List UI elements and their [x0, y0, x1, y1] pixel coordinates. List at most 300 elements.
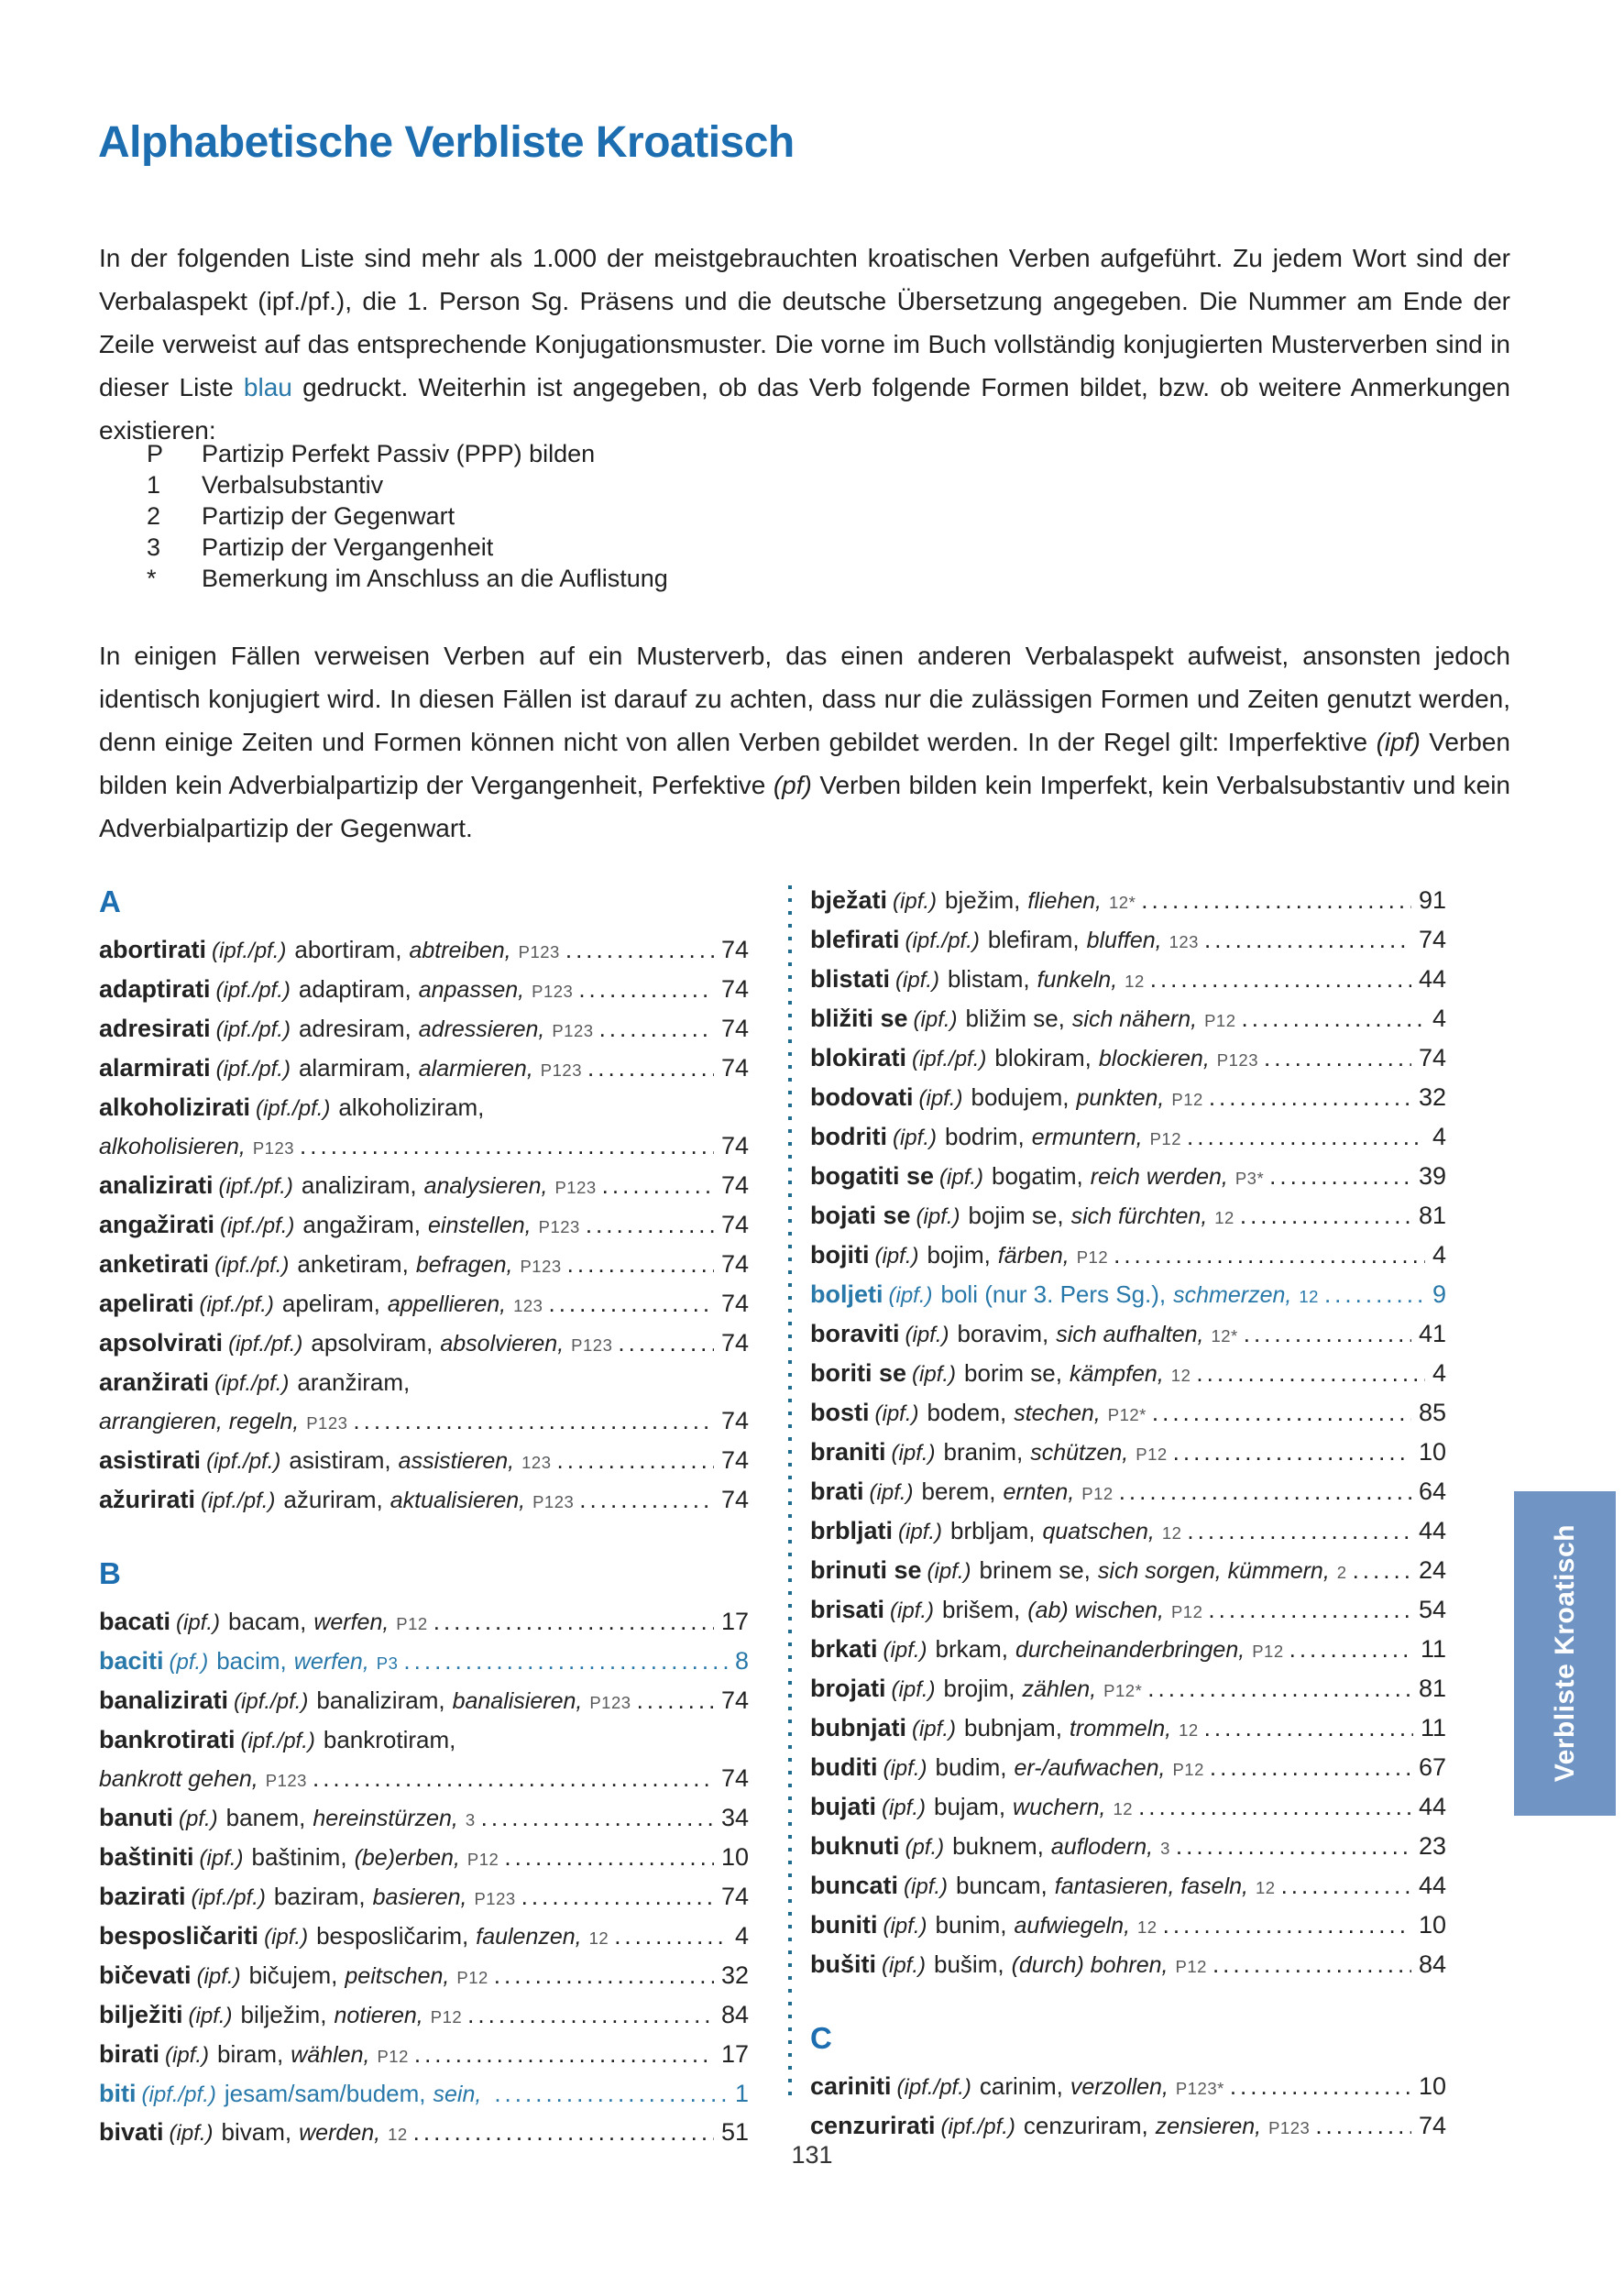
translation: färben, — [997, 1243, 1070, 1269]
present-form: asistiram, — [289, 1446, 391, 1474]
entry-text — [810, 1158, 1264, 1197]
page-ref: 74 — [720, 1486, 749, 1513]
entry-text — [99, 1324, 612, 1364]
aspect: (ipf.) — [883, 1756, 927, 1781]
verb-entry — [99, 1760, 749, 1799]
present-form: biram, — [217, 2040, 284, 2068]
aspect: (ipf.) — [911, 1717, 956, 1741]
entry-text — [99, 1010, 594, 1049]
translation: adressieren, — [418, 1016, 545, 1042]
aspect: (ipf.) — [165, 2043, 210, 2068]
dot-leader — [1289, 1631, 1413, 1667]
verb-entry — [810, 2068, 1446, 2107]
form-marker: P12 — [1204, 1011, 1236, 1030]
dot-leader — [481, 1799, 714, 1836]
dot-leader — [1242, 1000, 1425, 1037]
translation: sich aufhalten, — [1056, 1322, 1204, 1347]
verb: alkoholizirati — [99, 1093, 251, 1121]
dot-leader — [565, 931, 714, 968]
dot-leader — [1114, 1236, 1425, 1273]
entry-text — [810, 1788, 1133, 1828]
page-ref: 74 — [720, 1132, 749, 1159]
form-marker: P123 — [265, 1771, 307, 1790]
page-ref: 74 — [720, 1290, 749, 1317]
translation: sein, — [433, 2082, 482, 2107]
verb-entry — [810, 1118, 1446, 1158]
present-form: angažiram, — [302, 1211, 422, 1238]
present-form: banaliziram, — [316, 1686, 445, 1714]
verb-entry — [99, 1481, 749, 1521]
translation: werfen, — [313, 1609, 390, 1635]
present-form: borim se, — [964, 1359, 1062, 1387]
verb: buknuti — [810, 1832, 900, 1860]
entry-text — [99, 1839, 499, 1878]
page-ref: 10 — [1418, 1438, 1446, 1466]
page-ref: 10 — [1418, 2072, 1446, 2100]
form-marker: P123 — [1216, 1050, 1258, 1070]
page-ref: 74 — [720, 936, 749, 963]
aspect: (ipf.) — [918, 1086, 963, 1111]
entry-text — [810, 1631, 1284, 1670]
present-form: bojim, — [927, 1241, 991, 1269]
verb: bojati se — [810, 1202, 911, 1229]
aspect: (ipf./pf.) — [215, 1057, 291, 1082]
aspect: (ipf./pf.) — [228, 1332, 303, 1357]
page-ref: 74 — [1418, 1044, 1446, 1071]
form-marker: P123 — [474, 1889, 516, 1908]
form-marker: P123 — [1268, 2118, 1311, 2137]
verb-entry — [810, 1709, 1446, 1749]
entry-text — [810, 1434, 1168, 1473]
dot-leader — [579, 1481, 714, 1518]
verb-entry — [99, 1917, 749, 1957]
present-form: bogatim, — [992, 1162, 1083, 1190]
present-form: bježim, — [945, 886, 1021, 914]
aspect: (ipf./pf.) — [141, 2082, 216, 2107]
verb: besposličariti — [99, 1922, 259, 1950]
page-ref: 4 — [1432, 1359, 1446, 1387]
translation: (be)erben, — [354, 1845, 460, 1871]
dot-leader — [602, 1167, 714, 1203]
form-marker: 12 — [1125, 972, 1145, 991]
verb: bacati — [99, 1608, 171, 1635]
form-marker: P123 — [520, 1257, 562, 1276]
entry-text — [810, 1197, 1234, 1236]
translation: reich werden, — [1090, 1164, 1228, 1190]
form-marker: P12 — [1136, 1445, 1168, 1464]
verb-entry — [99, 1246, 749, 1285]
dot-leader — [300, 1127, 714, 1164]
entry-text — [810, 1946, 1207, 1985]
dot-leader — [1176, 1828, 1411, 1864]
page-ref: 81 — [1418, 1675, 1446, 1702]
verb-entry — [99, 1603, 749, 1642]
verb-entry — [99, 1010, 749, 1049]
translation: analysieren, — [423, 1173, 548, 1199]
entry-text — [99, 1481, 574, 1521]
translation: stechen, — [1014, 1401, 1101, 1426]
page-ref: 9 — [1432, 1280, 1446, 1308]
form-marker: 123 — [521, 1453, 552, 1472]
present-form: bankrotiram, — [323, 1726, 456, 1753]
aspect: (ipf.) — [888, 1283, 933, 1308]
page-ref: 44 — [1418, 965, 1446, 993]
entry-text — [810, 961, 1145, 1000]
aspect: (ipf.) — [913, 1007, 958, 1032]
dot-leader — [1119, 1473, 1411, 1510]
entry-text — [99, 1246, 562, 1285]
verb: cenzurirati — [810, 2112, 936, 2139]
translation: appellieren, — [387, 1291, 507, 1317]
present-form: bodrim, — [944, 1123, 1025, 1150]
page-ref: 44 — [1418, 1872, 1446, 1899]
present-form: bilježim, — [240, 2001, 327, 2028]
verb-entry — [810, 1946, 1446, 1985]
aspect: (ipf./pf.) — [256, 1096, 331, 1121]
verb-entry — [99, 971, 749, 1010]
aspect: (ipf./pf.) — [199, 1292, 274, 1317]
form-marker: P12 — [1171, 1090, 1203, 1109]
translation: funkeln, — [1037, 967, 1118, 993]
present-form: abortiram, — [294, 936, 402, 963]
verb: angažirati — [99, 1211, 215, 1238]
aspect-abbreviation: (pf) — [773, 771, 812, 799]
entry-text — [810, 1079, 1203, 1118]
verb-entry — [99, 1206, 749, 1246]
translation: verzollen, — [1070, 2074, 1169, 2100]
aspect: (ipf.) — [196, 1964, 241, 1989]
intro-paragraph — [99, 236, 1510, 452]
verb-entry — [810, 1906, 1446, 1946]
verb: brojati — [810, 1675, 886, 1702]
aspect: (ipf.) — [891, 1677, 936, 1702]
entry-text — [99, 1167, 597, 1206]
translation: ernten, — [1003, 1479, 1075, 1505]
entry-text — [99, 931, 560, 971]
translation: bankrott gehen, — [99, 1766, 258, 1792]
aspect: (ipf./pf.) — [896, 2075, 971, 2100]
entry-text — [810, 1236, 1108, 1276]
verb-entry — [99, 2075, 749, 2114]
dot-leader — [567, 1246, 714, 1282]
verb: blistati — [810, 965, 891, 993]
aspect: (ipf./pf.) — [191, 1885, 266, 1910]
verb: apsolvirati — [99, 1329, 224, 1357]
dot-leader — [504, 1839, 714, 1875]
entry-text — [810, 1591, 1202, 1631]
dot-leader — [433, 1603, 714, 1640]
present-form: alarmiram, — [298, 1054, 411, 1082]
form-marker: 12 — [1137, 1917, 1158, 1937]
aspect: (ipf.) — [264, 1925, 309, 1950]
verb: bazirati — [99, 1883, 186, 1910]
dot-leader — [1315, 2107, 1411, 2144]
dot-leader — [1187, 1512, 1411, 1549]
verb: bježati — [810, 886, 888, 914]
verb: buniti — [810, 1911, 878, 1939]
entry-text — [810, 1867, 1276, 1906]
page-ref: 51 — [720, 2118, 749, 2146]
entry-text — [99, 1285, 543, 1324]
present-form: brkam, — [935, 1635, 1008, 1663]
translation: schmerzen, — [1173, 1282, 1292, 1308]
entry-text — [99, 1996, 462, 2036]
aspect: (ipf.) — [905, 1323, 949, 1347]
form-marker: P12 — [1170, 1602, 1203, 1621]
translation: durcheinanderbringen, — [1015, 1637, 1245, 1663]
verb-entry — [99, 1127, 749, 1167]
verb: abortirati — [99, 936, 207, 963]
dot-leader — [1204, 921, 1411, 958]
verb: bosti — [810, 1399, 870, 1426]
aspect: (pf.) — [905, 1835, 945, 1860]
page-ref: 74 — [720, 1171, 749, 1199]
form-marker: P3 — [376, 1653, 399, 1673]
translation: schützen, — [1030, 1440, 1129, 1466]
sidebar-tab-label: Verbliste Kroatisch — [1549, 1524, 1580, 1783]
verb: boriti se — [810, 1359, 907, 1387]
dot-leader — [618, 1324, 714, 1361]
verb: bušiti — [810, 1950, 876, 1978]
entry-text — [810, 2068, 1224, 2107]
verb: alarmirati — [99, 1054, 211, 1082]
present-form: bodujem, — [971, 1083, 1070, 1111]
page-ref: 74 — [720, 1407, 749, 1434]
aspect: (ipf.) — [895, 968, 940, 993]
form-marker: P123 — [554, 1178, 597, 1197]
aspect: (ipf./pf.) — [220, 1214, 295, 1238]
page-ref: 85 — [1418, 1399, 1446, 1426]
form-marker: P123 — [532, 1492, 575, 1511]
verb: ažurirati — [99, 1486, 196, 1513]
verb: biti — [99, 2080, 137, 2107]
legend-symbol: 2 — [147, 502, 161, 530]
legend — [147, 438, 668, 594]
aspect: (ipf./pf.) — [215, 978, 291, 1003]
form-marker: P123 — [552, 1021, 594, 1040]
aspect: (ipf.) — [891, 1441, 936, 1466]
verb: brinuti se — [810, 1556, 922, 1584]
verb-entry — [99, 1167, 749, 1206]
present-form: blefiram, — [987, 926, 1080, 953]
verb: banalizirati — [99, 1686, 229, 1714]
aspect: (ipf./pf.) — [215, 1017, 291, 1042]
dot-leader — [1150, 961, 1411, 997]
dot-leader — [1208, 1591, 1411, 1628]
page-ref: 91 — [1418, 886, 1446, 914]
verb: brkati — [810, 1635, 878, 1663]
dot-leader — [586, 1206, 714, 1243]
verb: baštiniti — [99, 1843, 194, 1871]
dot-leader — [557, 1442, 714, 1478]
translation: werfen, — [293, 1649, 369, 1675]
aspect: (ipf.) — [869, 1480, 914, 1505]
present-form: brišem, — [942, 1596, 1021, 1623]
translation: abtreiben, — [409, 938, 511, 963]
form-marker: 12* — [1211, 1326, 1238, 1346]
entry-text — [99, 1603, 428, 1642]
form-marker: P12 — [1175, 1957, 1207, 1976]
page-ref: 67 — [1418, 1753, 1446, 1781]
verb: boraviti — [810, 1320, 900, 1347]
legend-symbol: P — [147, 440, 164, 467]
verb: bičevati — [99, 1961, 192, 1989]
entry-text — [99, 1442, 552, 1481]
translation: sich sorgen, kümmern, — [1097, 1558, 1330, 1584]
aspect: (ipf./pf.) — [201, 1489, 276, 1513]
translation: aufwiegeln, — [1014, 1913, 1131, 1939]
page-ref: 4 — [1432, 1005, 1446, 1032]
verb-entry — [810, 961, 1446, 1000]
verb-entry — [99, 1996, 749, 2036]
aspect: (ipf.) — [893, 889, 938, 914]
verb: bližiti se — [810, 1005, 908, 1032]
translation: fliehen, — [1027, 888, 1103, 914]
form-marker: 12 — [1113, 1799, 1134, 1818]
verb-entry — [99, 2036, 749, 2075]
present-form: bojim se, — [968, 1202, 1064, 1229]
verb-entry — [810, 921, 1446, 961]
legend-text: Partizip Perfekt Passiv (PPP) bilden — [202, 440, 596, 467]
form-marker: 12 — [1161, 1523, 1182, 1543]
dot-leader — [1152, 1394, 1411, 1431]
verb: boljeti — [810, 1280, 883, 1308]
legend-row — [147, 500, 668, 532]
form-marker: 12 — [1299, 1287, 1319, 1306]
form-marker: 12 — [1214, 1208, 1234, 1227]
aspect: (ipf.) — [882, 1953, 926, 1978]
translation: blockieren, — [1098, 1046, 1210, 1071]
translation: befragen, — [415, 1252, 513, 1278]
present-form: ažuriram, — [283, 1486, 383, 1513]
entry-text — [810, 1552, 1347, 1591]
page-ref: 54 — [1418, 1596, 1446, 1623]
page-ref: 74 — [720, 1211, 749, 1238]
page-ref: 44 — [1418, 1793, 1446, 1820]
letter-section — [810, 882, 1446, 1985]
dot-leader — [1163, 1906, 1411, 1943]
translation: absolvieren, — [440, 1331, 565, 1357]
aspect: (ipf.) — [912, 1362, 957, 1387]
present-form: apeliram, — [281, 1290, 380, 1317]
legend-row — [147, 438, 668, 469]
present-form: bivam, — [221, 2118, 292, 2146]
translation: (durch) bohren, — [1011, 1952, 1169, 1978]
verb: buncati — [810, 1872, 899, 1899]
present-form: bičujem, — [248, 1961, 338, 1989]
aspect: (ipf./pf.) — [214, 1371, 290, 1396]
entry-text — [99, 1799, 476, 1839]
present-form: brojim, — [943, 1675, 1015, 1702]
present-form: boravim, — [957, 1320, 1049, 1347]
translation: ermuntern, — [1031, 1125, 1143, 1150]
form-marker: P12 — [396, 1614, 428, 1633]
present-form: buknem, — [952, 1832, 1044, 1860]
dot-leader — [1213, 1946, 1411, 1983]
verb: bujati — [810, 1793, 876, 1820]
aspect: (ipf.) — [916, 1204, 960, 1229]
dot-leader — [1244, 1315, 1411, 1352]
dot-leader — [614, 1917, 728, 1954]
verb-entry — [99, 1721, 749, 1760]
verb: banuti — [99, 1804, 173, 1831]
legend-row — [147, 563, 668, 594]
translation: aktualisieren, — [390, 1488, 526, 1513]
translation: kämpfen, — [1069, 1361, 1164, 1387]
translation: sich nähern, — [1071, 1006, 1198, 1032]
legend-text: Bemerkung im Anschluss an die Auflistung — [202, 565, 668, 592]
form-marker: 123 — [513, 1296, 543, 1315]
page-ref: 24 — [1418, 1556, 1446, 1584]
intro-highlight-blau: blau — [243, 373, 292, 401]
form-marker: 3 — [465, 1810, 476, 1829]
translation: alarmieren, — [418, 1056, 533, 1082]
verb: adresirati — [99, 1015, 211, 1042]
verb: bojiti — [810, 1241, 870, 1269]
verb-entry — [810, 1276, 1446, 1315]
aspect: (pf.) — [179, 1807, 218, 1831]
dot-leader — [1353, 1552, 1411, 1588]
form-marker: 12 — [588, 1928, 609, 1948]
present-form: adresiram, — [298, 1015, 411, 1042]
section-letter-heading: C — [810, 2021, 832, 2055]
dot-leader — [1210, 1749, 1411, 1785]
form-marker: P12* — [1107, 1405, 1147, 1424]
verb-entry — [810, 1591, 1446, 1631]
present-form: brbljam, — [950, 1517, 1036, 1544]
aspect: (pf.) — [169, 1650, 209, 1675]
entry-text — [99, 971, 573, 1010]
translation: notieren, — [334, 2003, 423, 2028]
page-ref: 74 — [720, 1446, 749, 1474]
form-marker: 12 — [1256, 1878, 1276, 1897]
form-marker: 12 — [1179, 1720, 1199, 1740]
present-form: brinem se, — [979, 1556, 1091, 1584]
translation: trommeln, — [1069, 1716, 1172, 1741]
present-form: aranžiram, — [297, 1368, 411, 1396]
aspect-abbreviation: (ipf) — [1376, 728, 1421, 756]
verb-list-column-right — [810, 882, 1446, 2147]
page-ref: 10 — [720, 1843, 749, 1871]
dot-leader — [494, 2075, 728, 2112]
present-form: bubnjam, — [963, 1714, 1062, 1741]
entry-text — [99, 1957, 488, 1996]
verb-entry — [99, 1839, 749, 1878]
form-marker: P12 — [1172, 1760, 1204, 1779]
page-ref: 32 — [720, 1961, 749, 1989]
dot-leader — [1204, 1709, 1413, 1746]
verb: asistirati — [99, 1446, 202, 1474]
verb: aranžirati — [99, 1368, 210, 1396]
present-form: baštinim, — [251, 1843, 347, 1871]
form-marker: P123 — [589, 1693, 631, 1712]
legend-row — [147, 532, 668, 563]
page-title: Alphabetische Verbliste Kroatisch — [98, 118, 795, 168]
page-ref: 74 — [720, 1015, 749, 1042]
form-marker: P12 — [377, 2047, 409, 2066]
form-marker: 123 — [1169, 932, 1199, 951]
dot-leader — [578, 971, 714, 1007]
form-marker: P123 — [518, 942, 560, 961]
legend-symbol: * — [147, 565, 157, 592]
letter-section — [99, 1554, 749, 2153]
page-ref: 4 — [1432, 1241, 1446, 1269]
entry-text — [810, 1118, 1181, 1158]
verb-entry — [810, 1039, 1446, 1079]
verb: bodovati — [810, 1083, 914, 1111]
verb: bilježiti — [99, 2001, 183, 2028]
aspect: (ipf.) — [199, 1846, 244, 1871]
